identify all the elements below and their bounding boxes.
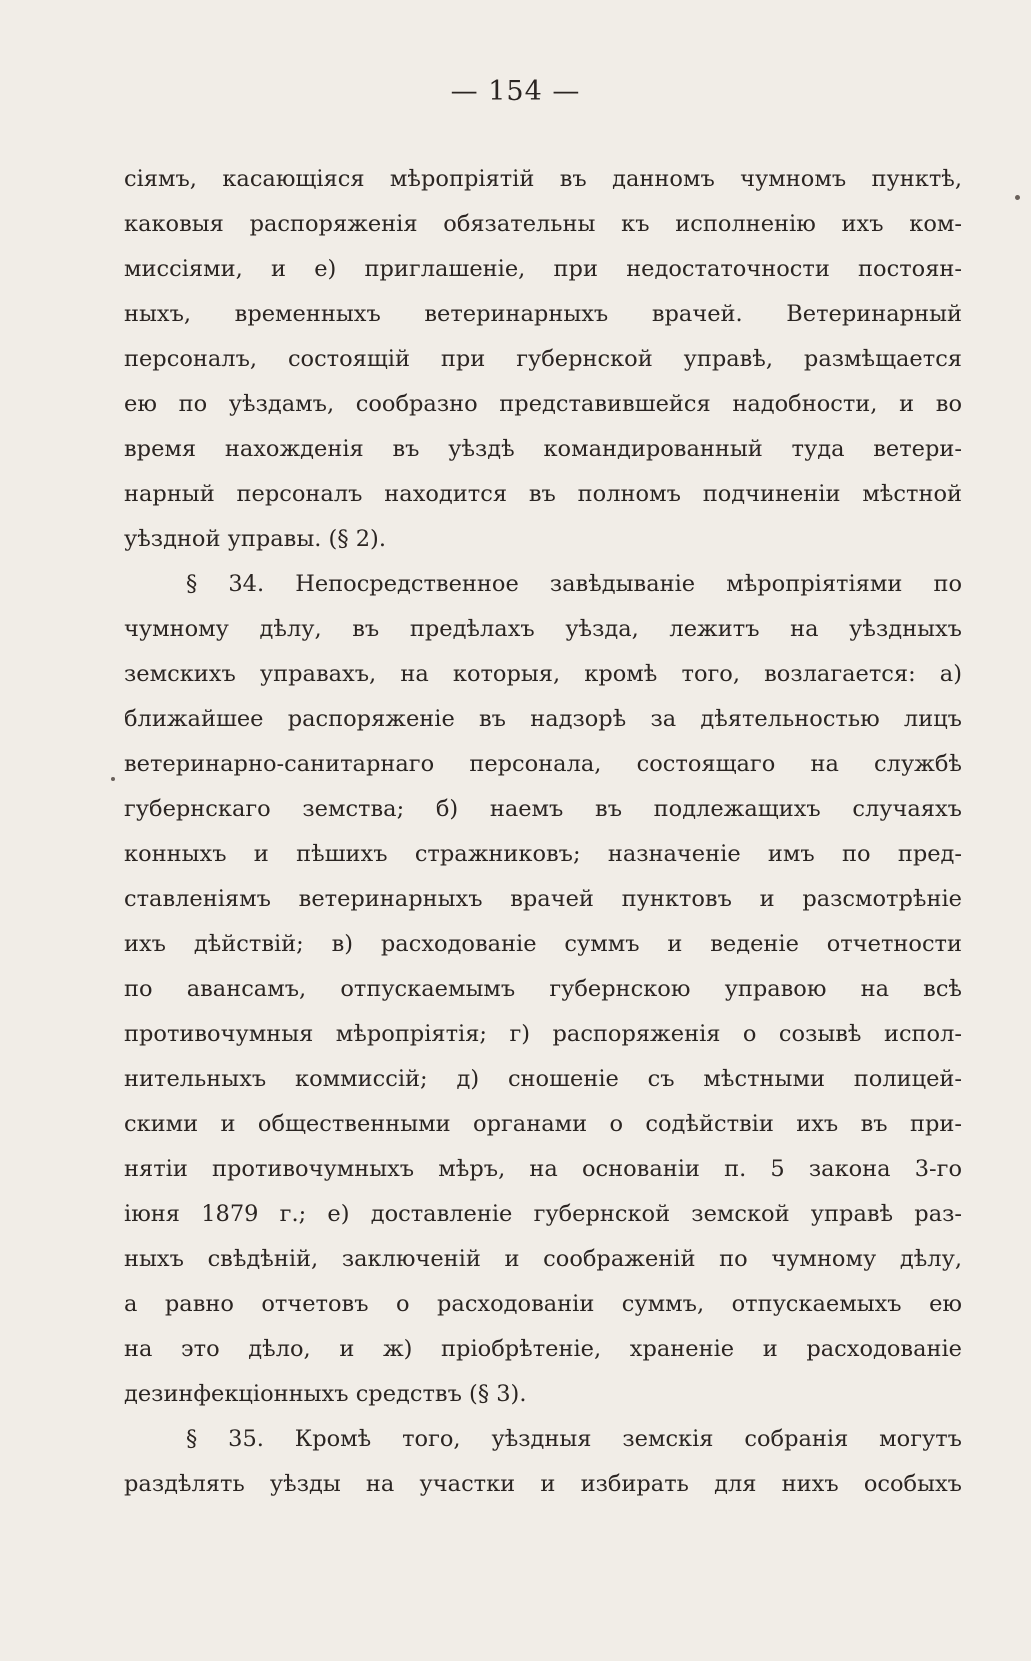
text-line: сіямъ, касающіяся мѣропріятій въ данномъ чумномъ пунктѣ,: [124, 166, 962, 192]
text-line: уѣздной управы. (§ 2).: [124, 526, 386, 552]
text-line: на это дѣло, и ж) пріобрѣтеніе, храненіе и расходованіе: [124, 1336, 962, 1362]
text-line: раздѣлять уѣзды на участки и избирать для нихъ особыхъ: [124, 1471, 962, 1497]
paragraph-section-34: [124, 562, 962, 1417]
text-line: чумному дѣлу, въ предѣлахъ уѣзда, лежитъ на уѣздныхъ: [124, 616, 962, 642]
text-line: противочумныя мѣропріятія; г) распоряженія о созывѣ испол-: [124, 1021, 962, 1047]
text-line: скими и общественными органами о содѣйствіи ихъ въ при-: [124, 1111, 962, 1137]
print-speck: [1015, 195, 1020, 200]
paragraph-continuation: [124, 157, 962, 562]
paragraph-section-35: [124, 1417, 962, 1507]
text-line: § 34. Непосредственное завѣдываніе мѣропріятіями по: [186, 571, 962, 597]
text-line: время нахожденія въ уѣздѣ командированный туда ветери-: [124, 436, 962, 462]
text-line: конныхъ и пѣшихъ стражниковъ; назначеніе имъ по пред-: [124, 841, 962, 867]
text-line: нарный персоналъ находится въ полномъ подчиненіи мѣстной: [124, 481, 962, 507]
print-speck: [111, 777, 115, 781]
text-line: миссіями, и е) приглашеніе, при недостаточности постоян-: [124, 256, 962, 282]
text-line: нительныхъ коммиссій; д) сношеніе съ мѣстными полицей-: [124, 1066, 962, 1092]
text-line: персоналъ, состоящій при губернской управѣ, размѣщается: [124, 346, 962, 372]
text-line: ближайшее распоряженіе въ надзорѣ за дѣятельностью лицъ: [124, 706, 962, 732]
text-line: каковыя распоряженія обязательны къ исполненію ихъ ком-: [124, 211, 962, 237]
text-line: ныхъ, временныхъ ветеринарныхъ врачей. Ветеринарный: [124, 301, 962, 327]
text-line: дезинфекціонныхъ средствъ (§ 3).: [124, 1381, 527, 1407]
text-line: § 35. Кромѣ того, уѣздныя земскія собранія могутъ: [186, 1426, 962, 1452]
page-number: — 154 —: [450, 76, 581, 107]
text-line: по авансамъ, отпускаемымъ губернскою управою на всѣ: [124, 976, 962, 1002]
text-line: губернскаго земства; б) наемъ въ подлежащихъ случаяхъ: [124, 796, 962, 822]
text-line: ихъ дѣйствій; в) расходованіе суммъ и веденіе отчетности: [124, 931, 962, 957]
text-line: іюня 1879 г.; е) доставленіе губернской земской управѣ раз-: [124, 1201, 962, 1227]
text-line: а равно отчетовъ о расходованіи суммъ, отпускаемыхъ ею: [124, 1291, 962, 1317]
body-text: [124, 157, 962, 1507]
text-line: ныхъ свѣдѣній, заключеній и соображеній по чумному дѣлу,: [124, 1246, 962, 1272]
text-line: ветеринарно-санитарнаго персонала, состоящаго на службѣ: [124, 751, 962, 777]
text-line: нятіи противочумныхъ мѣръ, на основаніи п. 5 закона 3-го: [124, 1156, 962, 1182]
text-line: ставленіямъ ветеринарныхъ врачей пунктовъ и разсмотрѣніе: [124, 886, 962, 912]
text-line: ею по уѣздамъ, сообразно представившейся надобности, и во: [124, 391, 962, 417]
text-line: земскихъ управахъ, на которыя, кромѣ того, возлагается: а): [124, 661, 962, 687]
